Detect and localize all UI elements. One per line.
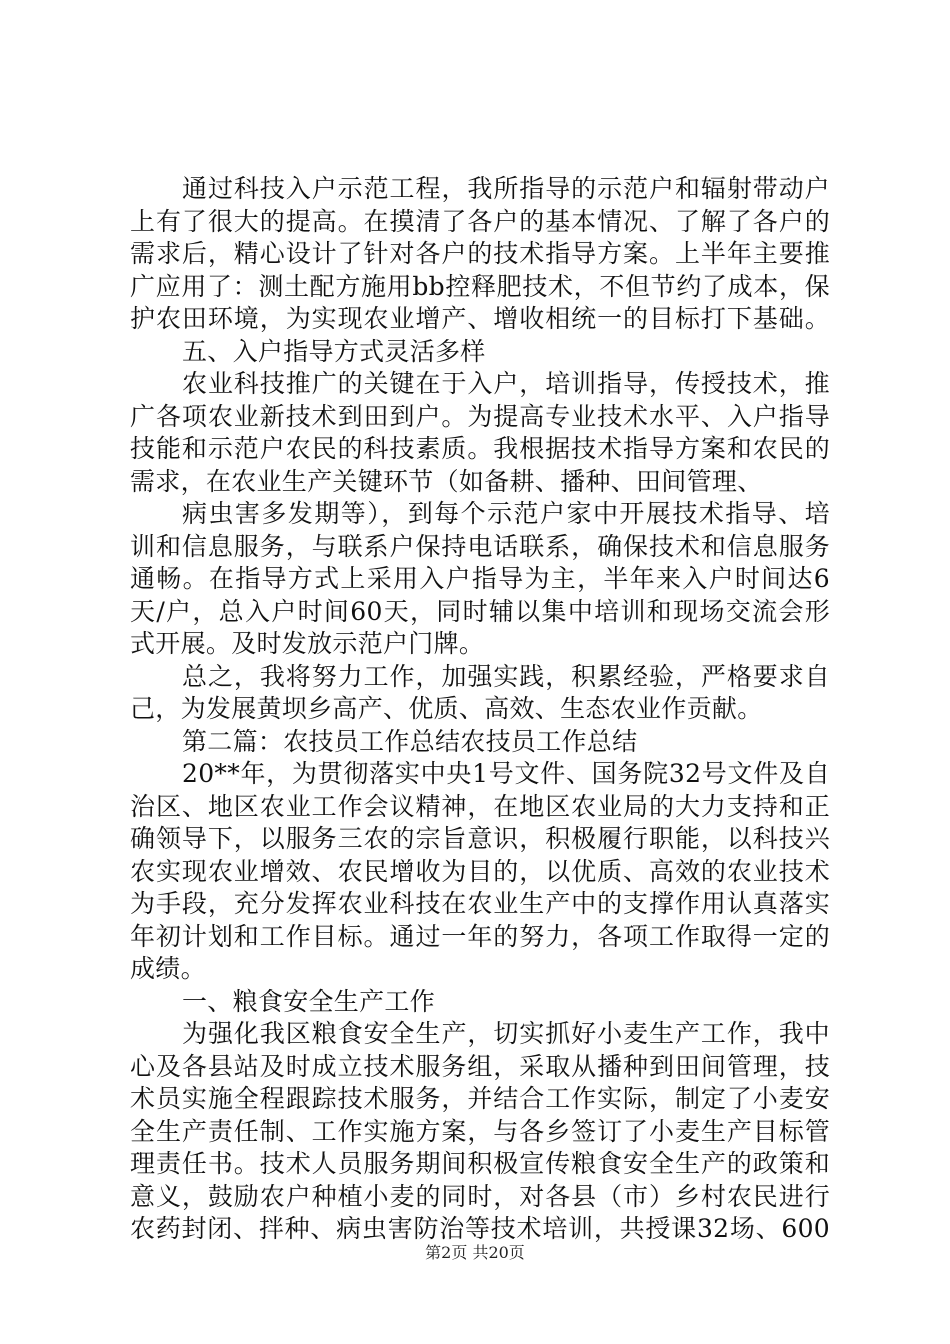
text-line: 术员实施全程跟踪技术服务，并结合工作实际，制定了小麦安 [130,1084,830,1113]
text-line: 通畅。在指导方式上采用入户指导为主，半年来入户时间达6 [130,564,830,593]
text-line: 广各项农业新技术到田到户。为提高专业技术水平、入户指导 [130,401,830,431]
text-line: 第二篇：农技员工作总结农技员工作总结 [182,726,638,756]
text-line: 确领导下，以服务三农的宗旨意识，积极履行职能，以科技兴 [130,824,830,853]
text-line: 病虫害多发期等），到每个示范户家中开展技术指导、培 [182,499,830,528]
text-line: 需求，在农业生产关键环节（如备耕、播种、田间管理、 [130,466,763,496]
text-line: 年初计划和工作目标。通过一年的努力，各项工作取得一定的 [130,921,830,951]
text-line: 己，为发展黄坝乡高产、优质、高效、生态农业作贡献。 [130,694,763,723]
text-line: 五、入户指导方式灵活多样 [182,336,486,366]
text-line: 成绩。 [130,954,206,983]
document-body [130,173,830,1246]
text-line: 训和信息服务，与联系户保持电话联系，确保技术和信息服务 [130,531,830,561]
page-number-label: 第2页 共20页 [425,1243,525,1262]
text-line: 农实现农业增效、农民增收为目的，以优质、高效的农业技术 [130,856,830,886]
text-line: 为手段，充分发挥农业科技在农业生产中的支撑作用认真落实 [130,889,830,918]
text-line: 式开展。及时发放示范户门牌。 [130,629,485,658]
text-line: 广应用了：测土配方施用bb控释肥技术，不但节约了成本，保 [130,271,830,301]
text-line: 一、粮食安全生产工作 [182,986,436,1016]
text-line: 意义，鼓励农户种植小麦的同时，对各县（市）乡村农民进行 [130,1181,830,1211]
text-line: 天/户，总入户时间60天，同时辅以集中培训和现场交流会形 [130,596,830,626]
text-line: 心及各县站及时成立技术服务组，采取从播种到田间管理，技 [130,1051,830,1081]
page-footer [0,1240,950,1263]
text-line: 总之，我将努力工作，加强实践，积累经验，严格要求自 [182,661,830,691]
text-line: 上有了很大的提高。在摸清了各户的基本情况、了解了各户的 [130,206,830,236]
text-line: 农业科技推广的关键在于入户，培训指导，传授技术，推 [182,369,830,398]
text-line: 需求后，精心设计了针对各户的技术指导方案。上半年主要推 [130,239,830,268]
text-line: 护农田环境，为实现农业增产、增收相统一的目标打下基础。 [130,304,830,333]
text-line: 20**年，为贯彻落实中央1号文件、国务院32号文件及自 [182,759,830,788]
text-line: 理责任书。技术人员服务期间积极宣传粮食安全生产的政策和 [130,1149,830,1178]
text-line: 技能和示范户农民的科技素质。我根据技术指导方案和农民的 [130,434,830,463]
text-line: 农药封闭、拌种、病虫害防治等技术培训，共授课32场、600 [130,1214,830,1243]
text-line: 全生产责任制、工作实施方案，与各乡签订了小麦生产目标管 [130,1116,830,1146]
text-line: 通过科技入户示范工程，我所指导的示范户和辐射带动户 [182,174,830,203]
text-line: 治区、地区农业工作会议精神，在地区农业局的大力支持和正 [130,791,830,821]
text-line: 为强化我区粮食安全生产，切实抓好小麦生产工作，我中 [182,1019,830,1048]
